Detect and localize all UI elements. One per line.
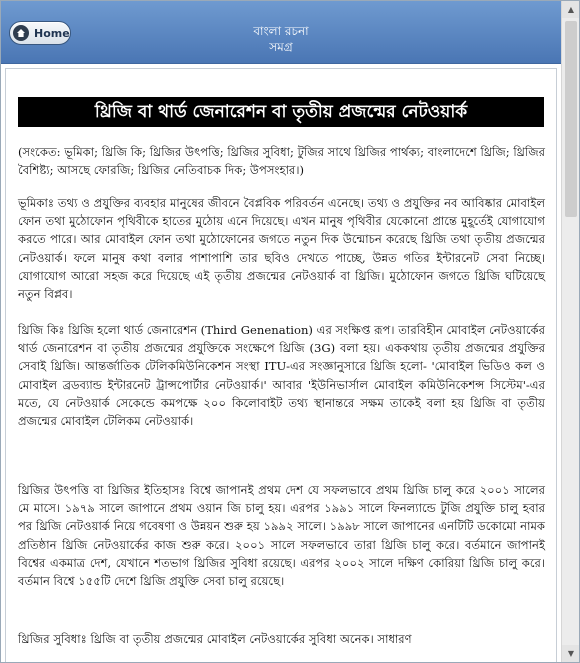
scroll-up-arrow-icon[interactable]: ▲ xyxy=(562,1,580,18)
home-button-label: Home xyxy=(34,26,70,40)
scroll-down-arrow-icon[interactable]: ▼ xyxy=(562,645,580,662)
article-title: থ্রিজি বা থার্ড জেনারেশন বা তৃতীয় প্রজন্মের নেটওয়ার্ক xyxy=(18,97,544,127)
site-title: বাংলা রচনা xyxy=(253,24,309,38)
site-subtitle: সমগ্র xyxy=(269,40,293,54)
article-paragraph: ভূমিকাঃ তথ্য ও প্রযুক্তির ব্যবহার মানুষের জীবনে বৈপ্লবিক পরিবর্তন এনেছে। তথ্য ও প্রযুক্তির নব আবিষ্কার মোবাইল ফোন তথা মুঠোফোন পৃথিবীকে হাতের মুঠোয় এনে দিয়েছে। এখন মানুষ পৃথিবীর যেকোনো প্রান্তে মুহূর্তেই যোগাযোগ করতে পারে। আর মোবাইল ফোন তথা মুঠোফোনের জগতে নতুন দিক উন্মোচন করেছে থ্রিজি তথা তৃতীয় প্রজন্মের নেটওয়ার্ক। ফলে মানুষ কথা বলার পাশাপাশি তার ছবিও দেখতে পাচ্ছে, উন্নত গতির ইন্টারনেট সেবা নিচ্ছে। যোগাযোগ আরো সহজ করে দিয়েছে এই তৃতীয় প্রজন্মের নেটওয়ার্ক বা থ্রিজি। মুঠোফোন জগতে থ্রিজি ঘটিয়েছে নতুন বিপ্লব। xyxy=(18,196,545,302)
scrollbar-thumb[interactable] xyxy=(565,21,577,217)
vertical-scrollbar[interactable] xyxy=(561,1,580,662)
article-page xyxy=(5,68,557,662)
article-paragraph: থ্রিজির উৎপত্তি বা থ্রিজির ইতিহাসঃ বিশ্বে জাপানই প্রথম দেশ যে সফলভাবে প্রথম থ্রিজি চালু করে ২০০১ সালের মে মাসে। ১৯৭৯ সালে জাপানে প্রথম ওয়ান জি চালু হয়। এরপর ১৯৯১ সালে ফিনল্যান্ডে টুজি প্রযুক্তি চালু হবার পর থ্রিজি নেটওয়ার্ক নিয়ে গবেষণা ও উন্নয়ন শুরু হয় ১৯৯২ সালে। ১৯৯৮ সালে জাপানের এনটিটি ডকোমো নামক প্রতিষ্ঠান থ্রিজি নেটওয়ার্কের কাজ শুরু করে। ২০০১ সালে সফলভাবে তারা থ্রিজি চালু করে। বর্তমানে জাপানই বিশ্বের একমাত্র দেশ, যেখানে শতভাগ থ্রিজির সুবিধা রয়েছে। এরপর ২০০২ সালে দক্ষিণ কোরিয়া থ্রিজি চালু করে। বর্তমান বিশ্বে ১৫৫টি দেশে থ্রিজি প্রযুক্তি সেবা চালু রয়েছে। xyxy=(18,483,545,589)
article-outline: (সংকেত: ভূমিকা; থ্রিজি কি; থ্রিজির উৎপত্তি; থ্রিজির সুবিধা; টুজির সাথে থ্রিজির পার্থক্য; বাংলাদেশে থ্রিজি; থ্রিজির বৈশিষ্ট্য; আসছে ফোরজি; থ্রিজির নেতিবাচক দিক; উপসংহার।) xyxy=(18,145,545,178)
content-area xyxy=(5,68,557,662)
article-paragraph: থ্রিজি কিঃ থ্রিজি হলো থার্ড জেনারেশন (Third Genenation) এর সংক্ষিপ্ত রূপ। তারবিহীন মোবাইল নেটওয়ার্কের থার্ড জেনারেশন বা তৃতীয় প্রজন্মের প্রযুক্তিকে সংক্ষেপে থ্রিজি (3G) বলা হয়। এককথায় তৃতীয় প্রজন্মের প্রযুক্তির সেবাই থ্রিজি। আন্তর্জাতিক টেলিকমিউনিকেশন সংস্থা ITU-এর সংজ্ঞানুসারে থ্রিজি হলো- 'মোবাইল ভিডিও কল ও মোবাইল ব্রডব্যান্ড ইন্টারনেট ট্রান্সপোর্টার নেটওয়ার্ক।' আবার 'ইউনিভার্সাল মোবাইল কমিউনিকেশন্স সিস্টেম'-এর মতে, যে নেটওয়ার্ক সেকেন্ডে কমপক্ষে ২০০ কিলোবাইট তথ্য স্থানান্তরে সক্ষম তাকেই বলা হয় থ্রিজি বা তৃতীয় প্রজন্মের মোবাইল টেলিকম নেটওয়ার্ক। xyxy=(18,323,545,429)
header-bar xyxy=(1,1,561,64)
article-paragraph: থ্রিজির সুবিধাঃ থ্রিজি বা তৃতীয় প্রজন্মের মোবাইল নেটওয়ার্কের সুবিধা অনেক। সাধারণ xyxy=(18,632,412,646)
